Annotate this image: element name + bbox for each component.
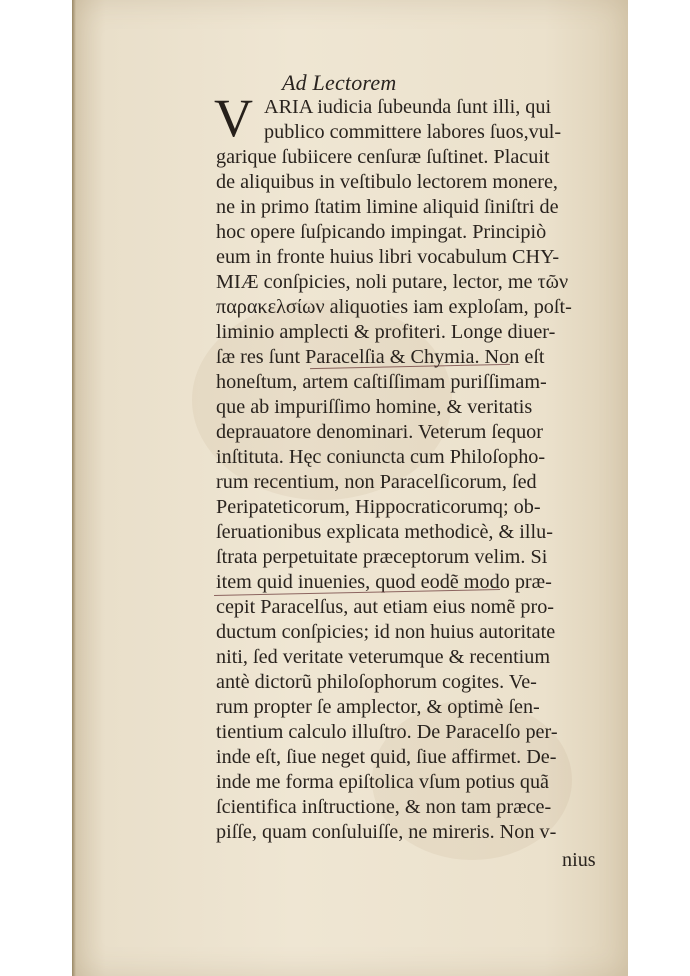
drop-cap: V <box>214 88 253 148</box>
text-line: eum in fronte huius libri vocabulum CHY- <box>216 246 560 268</box>
text-line: ARIA iudicia ſubeunda ſunt illi, qui <box>264 96 552 118</box>
text-line: inſtituta. Hęc coniuncta cum Philoſopho- <box>216 446 546 468</box>
running-head: Ad Lectorem <box>282 70 397 95</box>
text-line: de aliquibus in veſtibulo lectorem monere, <box>216 171 558 193</box>
text-line: ſcientifica inſtructione, & non tam præce- <box>216 796 552 818</box>
text-line: inde me forma epiſtolica vſum potius quã <box>216 771 550 793</box>
text-line: garique ſubiicere cenſuræ ſuſtinet. Placuit <box>216 146 550 168</box>
text-line: que ab impuriſſimo homine, & veritatis <box>216 396 533 418</box>
text-line: rum propter ſe amplector, & optimè ſen- <box>216 696 540 718</box>
text-line: ductum conſpicies; id non huius autoritate <box>216 621 556 643</box>
text-line: ſtrata perpetuitate præceptorum velim. Si <box>216 546 548 568</box>
text-line: Peripateticorum, Hippocraticorumq; ob- <box>216 496 541 518</box>
text-line: MIÆ conſpicies, noli putare, lector, me τῶν <box>216 271 569 293</box>
text-line: cepit Paracelſus, aut etiam eius nomẽ pro- <box>216 596 555 618</box>
text-line: publico committere labores ſuos,vul- <box>264 121 562 143</box>
text-line: ſæ res ſunt Paracelſia & Chymia. Non eſt <box>216 346 545 368</box>
text-line: hoc opere ſuſpicando impingat. Principiò <box>216 221 547 243</box>
text-line: παρακελσίων aliquoties iam exploſam, poſt- <box>216 296 572 318</box>
text-line: ſeruationibus explicata methodicè, & illu- <box>216 521 553 543</box>
text-line: item quid inuenies, quod eodẽ modo præ- <box>216 571 552 593</box>
text-line: tientium calculo illuſtro. De Paracelſo per- <box>216 721 558 743</box>
text-line: honeſtum, artem caſtiſſimam puriſſimam- <box>216 371 547 393</box>
text-line: piſſe, quam conſuluiſſe, ne mireris. Non v- <box>216 821 557 843</box>
text-line: deprauatore denominari. Veterum ſequor <box>216 421 543 443</box>
catchword: nius <box>562 849 596 871</box>
text-line: rum recentium, non Paracelſicorum, ſed <box>216 471 537 493</box>
text-line: liminio amplecti & profiteri. Longe diuer- <box>216 321 556 343</box>
text-line: ne in primo ſtatim limine aliquid ſiniſtri de <box>216 196 559 218</box>
text-line: antè dictorũ philoſophorum cogites. Ve- <box>216 671 537 693</box>
text-line: inde eſt, ſiue neget quid, ſiue affirmet. De- <box>216 746 557 768</box>
text-line: niti, ſed veritate veterumque & recentium <box>216 646 551 668</box>
